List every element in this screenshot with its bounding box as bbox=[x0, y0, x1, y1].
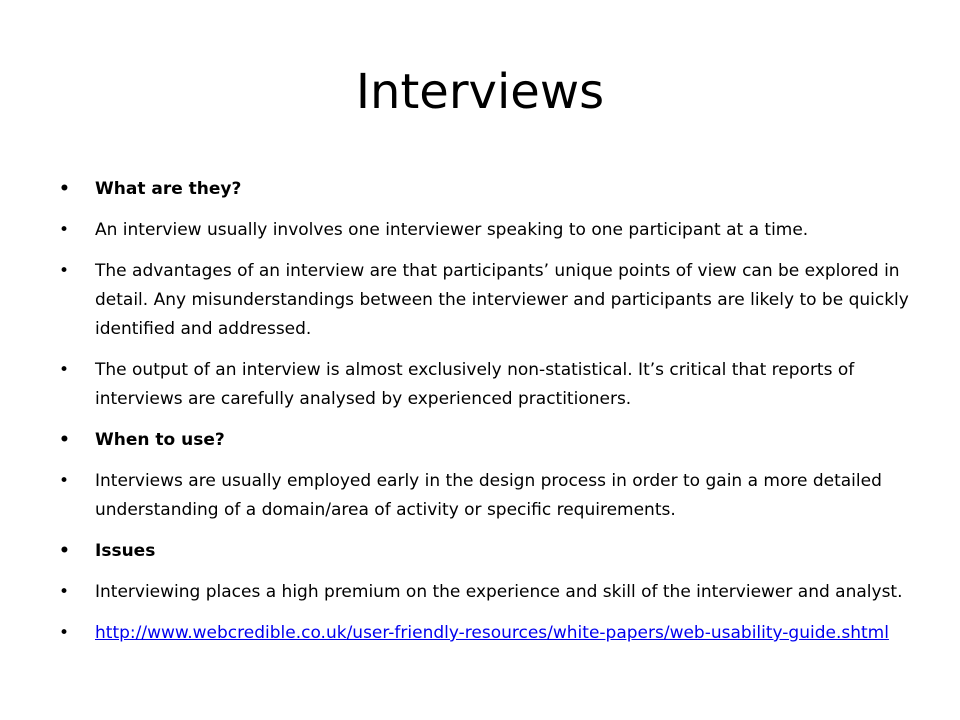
bullet-dot-icon: • bbox=[59, 582, 70, 602]
bullet-text: When to use? bbox=[95, 430, 225, 450]
slide-title: Interviews bbox=[355, 64, 605, 120]
bullet-item bbox=[59, 257, 910, 344]
bullet-item-link bbox=[59, 619, 910, 648]
bullet-text: What are they? bbox=[95, 179, 242, 199]
bullet-list bbox=[59, 175, 910, 660]
bullet-item bbox=[59, 216, 910, 245]
bullet-dot-icon: • bbox=[59, 541, 70, 561]
bullet-heading-what-are-they bbox=[59, 175, 910, 204]
bullet-item bbox=[59, 356, 910, 414]
bullet-dot-icon: • bbox=[59, 623, 70, 643]
bullet-item bbox=[59, 467, 910, 525]
bullet-text: The advantages of an interview are that participants’ unique points of view can be explored in detail. Any misunderstandings between the interviewer and participants are likely to be quickly identified and addressed. bbox=[95, 261, 909, 339]
usability-guide-link[interactable]: http://www.webcredible.co.uk/user-friendly-resources/white-papers/web-usability-guide.shtml bbox=[95, 623, 889, 643]
bullet-text: Interviewing places a high premium on the experience and skill of the interviewer and analyst. bbox=[95, 582, 903, 602]
bullet-text: An interview usually involves one interviewer speaking to one participant at a time. bbox=[95, 220, 809, 240]
bullet-dot-icon: • bbox=[59, 471, 70, 491]
bullet-item bbox=[59, 578, 910, 607]
bullet-dot-icon: • bbox=[59, 261, 70, 281]
bullet-dot-icon: • bbox=[59, 430, 70, 450]
bullet-dot-icon: • bbox=[59, 360, 70, 380]
bullet-heading-issues bbox=[59, 537, 910, 566]
bullet-text: Interviews are usually employed early in the design process in order to gain a more detailed understanding of a domain/area of activity or specific requirements. bbox=[95, 471, 882, 520]
bullet-dot-icon: • bbox=[59, 179, 70, 199]
bullet-heading-when-to-use bbox=[59, 426, 910, 455]
bullet-dot-icon: • bbox=[59, 220, 70, 240]
bullet-text: Issues bbox=[95, 541, 156, 561]
bullet-text: The output of an interview is almost exclusively non-statistical. It’s critical that reports of interviews are carefully analysed by experienced practitioners. bbox=[95, 360, 855, 409]
